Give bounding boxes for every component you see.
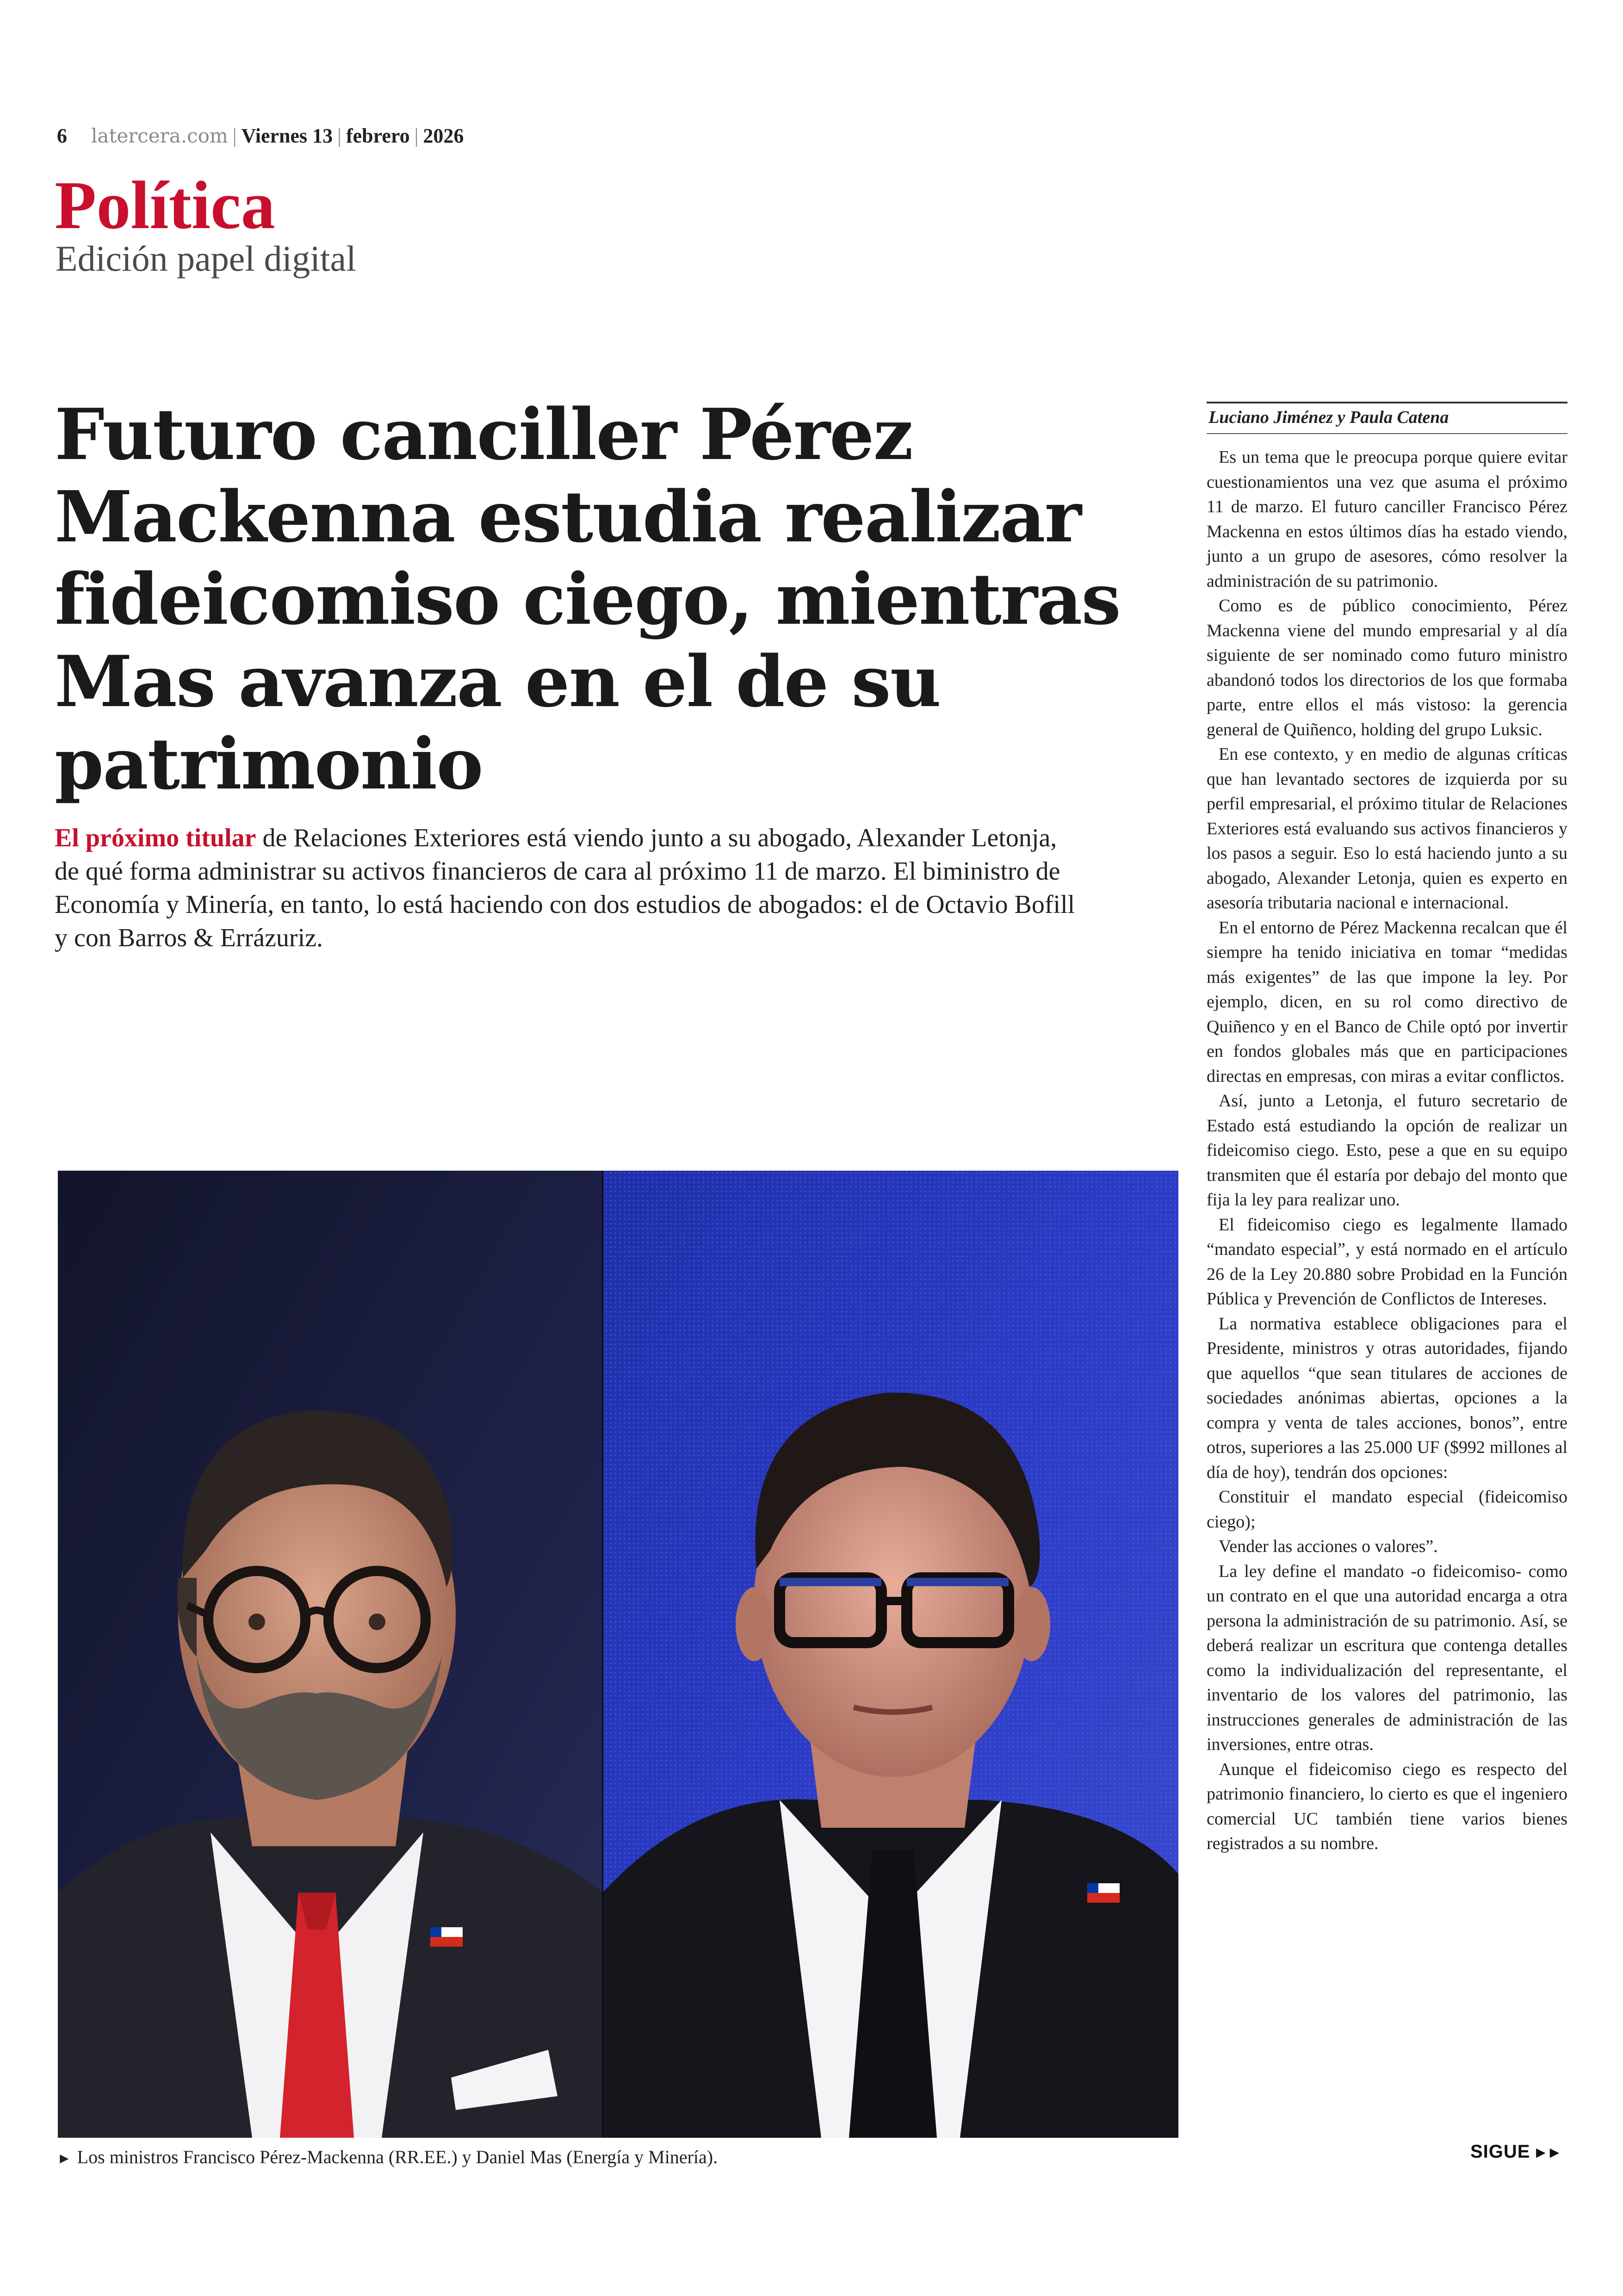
body-paragraph: Así, junto a Letonja, el futuro secretario de Estado está estudiando la opción de realizar un fideicomiso ciego. Esto, pese a que en su equipo transmiten que él estaría por debajo del monto que fija la ley para realizar uno. — [1207, 1091, 1567, 1210]
date-year: 2026 — [423, 124, 464, 147]
section-title: Política — [55, 168, 275, 243]
separator: | — [337, 124, 341, 147]
lead-text: de Relaciones Exteriores está viendo junto a su abogado, Alexander Letonja, de qué forma administrar su activos financieros de cara al próximo 11 de marzo. El biministro de Economía y Minería, en tanto, lo está haciendo con dos estudios de abogados: el de Octavio Bofill y con Barros & Errázuriz. — [55, 824, 1075, 952]
lead-kicker: El próximo titular — [55, 824, 256, 852]
triangle-right-icon: ► — [57, 2150, 72, 2166]
body-paragraph: Aunque el fideicomiso ciego es respecto del patrimonio financiero, lo cierto es que el ingeniero comercial UC también tiene varios bienes registrados a su nombre. — [1207, 1759, 1567, 1853]
separator: | — [414, 124, 419, 147]
article-photo — [58, 1171, 1178, 2138]
article-lead — [55, 821, 1086, 955]
body-paragraph: Vender las acciones o valores”. — [1219, 1537, 1438, 1556]
photo-caption — [57, 2146, 718, 2168]
body-paragraph: El fideicomiso ciego es legalmente llamado “mandato especial”, y está normado en el artículo 26 de la Ley 20.880 sobre Probidad en la Función Pública y Prevención de Conflictos de Intereses. — [1207, 1215, 1567, 1309]
byline-top-rule — [1207, 402, 1567, 403]
body-paragraph: La ley define el mandato -o fideicomiso- como un contrato en el que una autoridad encarga a otra persona la administración de su patrimonio. Así, se deberá realizar un escritura que contenga detalles como la individualización del representante, el inventario de los valores del patrimonio, las instrucciones generales de administración de las inversiones, entre otras. — [1207, 1561, 1567, 1754]
byline: Luciano Jiménez y Paula Catena — [1208, 408, 1449, 427]
site-name[interactable]: latercera.com — [91, 124, 228, 147]
edition-label: Edición papel digital — [56, 238, 356, 279]
date-month: febrero — [346, 124, 410, 147]
body-paragraph: Es un tema que le preocupa porque quiere evitar cuestionamientos una vez que asuma el próximo 11 de marzo. El futuro canciller Francisco Pérez Mackenna en estos últimos días ha estado viendo, junto a un grupo de asesores, cómo resolver la administración de su patrimonio. — [1207, 447, 1567, 591]
article-headline: Futuro canciller Pérez Mackenna estudia realizar fideicomiso ciego, mientras Mas avanza en el de su patrimonio — [55, 393, 1120, 805]
photo-right-daniel-mas — [603, 1171, 1178, 2138]
photo-left-perez-mackenna — [58, 1171, 603, 2138]
byline-bottom-rule — [1207, 433, 1567, 434]
article-body — [1207, 445, 1567, 1856]
page-number: 6 — [57, 124, 67, 147]
double-arrow-right-icon: ►► — [1533, 2144, 1561, 2161]
body-paragraph: La normativa establece obligaciones para el Presidente, ministros y otras autoridades, fijando que aquellos “que sean titulares de acciones de sociedades anónimas abiertas, opciones a la compra y venta de tales acciones, bonos”, entre otros, superiores a las 25.000 UF ($992 millones al día de hoy), tendrán dos opciones: — [1207, 1314, 1567, 1482]
body-paragraph: Constituir el mandato especial (fideicomiso ciego); — [1207, 1487, 1567, 1532]
body-paragraph: En el entorno de Pérez Mackenna recalcan que él siempre ha tenido iniciativa en tomar “medidas más exigentes” de las que impone la ley. Por ejemplo, dicen, en su rol como directivo de Quiñenco y en el Banco de Chile optó por invertir en fondos globales más que en participaciones directas en empresas, con miras a evitar conflictos. — [1207, 918, 1567, 1086]
continue-label: SIGUE — [1470, 2141, 1530, 2162]
date-weekday-day: Viernes 13 — [241, 124, 333, 147]
continue-link[interactable] — [1470, 2141, 1561, 2162]
body-paragraph: En ese contexto, y en medio de algunas críticas que han levantado sectores de izquierda por su perfil empresarial, el próximo titular de Relaciones Exteriores está evaluando sus activos financieros y los pasos a seguir. Eso lo está haciendo junto a su abogado, Alexander Letonja, quien es experto en asesoría tributaria nacional e internacional. — [1207, 745, 1567, 912]
separator: | — [232, 124, 237, 147]
body-paragraph: Como es de público conocimiento, Pérez Mackenna viene del mundo empresarial y al día siguiente de ser nominado como futuro ministro abandonó todos los directorios de los que formaba parte, entre ellos el más vistoso: la gerencia general de Quiñenco, holding del grupo Luksic. — [1207, 596, 1567, 739]
caption-text: Los ministros Francisco Pérez-Mackenna (RR.EE.) y Daniel Mas (Energía y Minería). — [77, 2147, 718, 2167]
folio-line — [57, 124, 464, 148]
